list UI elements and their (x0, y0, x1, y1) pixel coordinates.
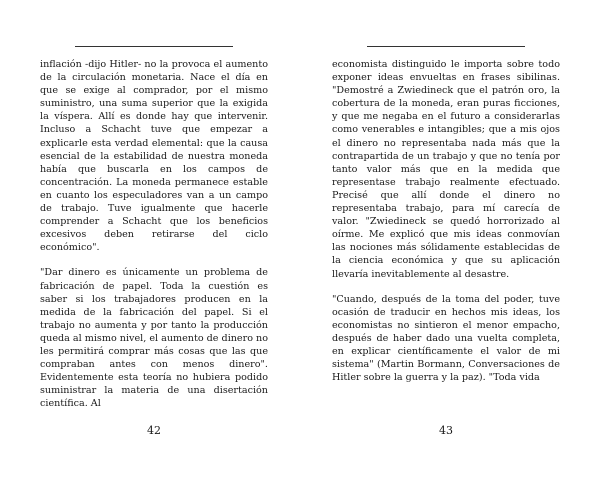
page-number: 43 (439, 424, 453, 437)
left-page (40, 0, 268, 485)
page-number: 42 (147, 424, 161, 437)
header-rule (75, 46, 233, 47)
paragraph: inflación -dijo Hitler- no la provoca el aumento de la circulación monetaria. Nace el día en que se exige al comprador, por el mismo suministro, una suma superior que la exigida la víspera. Allí es donde hay que intervenir. Incluso a Schacht tuve que empezar a explicarle esta verdad elemental: que la causa esencial de la estabilidad de nuestra moneda había que buscarla en los campos de concentración. La moneda permanece estable en cuanto los especuladores van a un campo de trabajo. Tuve igualmente que hacerle comprender a Schacht que los beneficios excesivos deben retirarse del ciclo económico". (40, 59, 268, 254)
paragraph: "Dar dinero es únicamente un problema de fabricación de papel. Toda la cuestión es saber si los trabajadores producen en la medida de la fabricación del papel. Si el trabajo no aumenta y por tanto la producción queda al mismo nivel, el aumento de dinero no les permitirá comprar más cosas que las que compraban antes con menos dinero". Evidentemente esta teoría no hubiera podido suministrar la materia de una disertación científica. Al (40, 267, 268, 410)
paragraph: economista distinguido le importa sobre todo exponer ideas envueltas en frases sibilinas. "Demostré a Zwiedineck que el patrón oro, la cobertura de la moneda, eran puras ficciones, y que me negaba en el futuro a considerarlas como venerables e intangibles; que a mis ojos el dinero no representaba nada más que la contrapartida de un trabajo y que no tenía por tanto valor más que en la medida que representase trabajo realmente efectuado. Precisé que allí donde el dinero no representaba trabajo, para mí carecía de valor. "Zwiedineck se quedó horrorizado al oírme. Me explicó que mis ideas conmovían las nociones más sólidamente establecidas de la ciencia económica y que su aplicación llevaría inevitablemente al desastre. (332, 59, 560, 280)
right-page (332, 0, 560, 485)
paragraph: "Cuando, después de la toma del poder, tuve ocasión de traducir en hechos mis ideas, los economistas no sintieron el menor empacho, después de haber dado una vuelta completa, en explicar científicamente el valor de mi sistema" (Martin Bormann, Conversaciones de Hitler sobre la guerra y la paz). "Toda vida (332, 293, 560, 384)
page-body (40, 58, 268, 422)
header-rule (367, 46, 525, 47)
page-body (332, 58, 560, 396)
